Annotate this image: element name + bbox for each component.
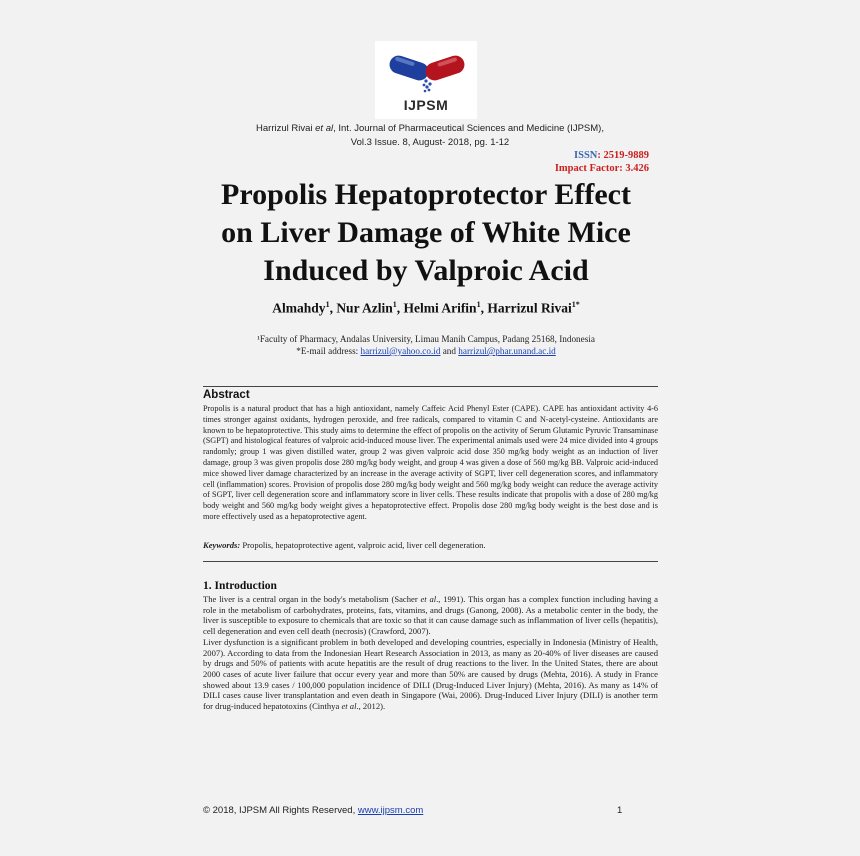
footer-copyright	[203, 805, 423, 816]
issn-value: : 2519-9889	[597, 150, 649, 161]
divider	[203, 561, 658, 562]
issn-label: ISSN	[574, 150, 598, 161]
author-sup: 1	[476, 300, 481, 309]
logo-text: IJPSM	[403, 97, 449, 113]
journal-logo	[375, 41, 477, 119]
author-name: Harrizul Rivai	[487, 300, 572, 316]
paragraph	[203, 637, 658, 712]
footer-url-link[interactable]: www.ijpsm.com	[357, 805, 424, 816]
email-link-1[interactable]: harrizul@yahoo.co.id	[360, 346, 441, 356]
paragraph-text: The liver is a central organ in the body's metabolism (Sacher	[203, 594, 421, 604]
journal-citation	[200, 123, 660, 134]
issn	[574, 150, 649, 161]
impact-factor: Impact Factor: 3.426	[554, 163, 649, 174]
keywords-label: Keywords:	[203, 540, 241, 550]
abstract-heading: Abstract	[203, 389, 250, 401]
abstract-body: Propolis is a natural product that has a high antioxidant, namely Caffeic Acid Phenyl Ester (CAPE). CAPE has antioxidant activity 4-6 times stronger against oxidants, hydrogen peroxide, and free radicals, compared to vitamin C and N-acetyl-cysteine. Antioxidants are known to be hepatoprotective. This study aims to determine the effect of propolis on the activity of Serum Glutamic Pyruvic Transaminase (SGPT) and histological features of valproic acid-induced mouse liver. The experimental animals used were 24 mice divided into 4 groups randomly; group 1 was given distilled water, group 2 was given valproic acid dose 350 mg/kg body weight as an induction of liver damage, group 3 was given propolis dose 280 mg/kg body weight, and group 4 was given a dose of 560 mg/kg BB. Valproic acid-induced mice showed liver damage characterized by an increase in the average activity of SGPT, liver cell degeneration scores, and inflammatory cell (inflammation) scores. Provision of propolis dose 280 mg/kg body weight and 560 mg/kg body weight can reduce the average activity of SGPT, liver cell degeneration score and inflammatory score in liver cells. These results indicate that propolis with a dose of 280 mg/kg body weight and 560 mg/kg body weight gives a hepatoprotective effect. Propolis dose 280 mg/kg body weight is the best dose and is more effectively used as a hepatoprotective agent.	[203, 404, 658, 521]
divider	[203, 386, 658, 387]
journal-author: Harrizul Rivai	[256, 123, 316, 134]
author-sup: 1	[392, 300, 397, 309]
copyright-text: © 2018, IJPSM All Rights Reserved,	[203, 805, 358, 816]
paragraph-etal: et al	[420, 594, 437, 604]
title-line: Induced by Valproic Acid	[263, 254, 589, 287]
journal-etal: et al	[315, 123, 334, 134]
email-line	[170, 346, 682, 356]
journal-name: , Int. Journal of Pharmaceutical Sciences and Medicine (IJPSM),	[333, 123, 604, 134]
author-sup: 1*	[571, 300, 580, 309]
paper-title	[170, 176, 682, 290]
title-line: Propolis Hepatoprotector Effect	[221, 178, 631, 211]
page-number: 1	[617, 805, 623, 816]
section-heading: 1. Introduction	[203, 580, 277, 592]
author-name: Nur Azlin	[336, 300, 393, 316]
paragraph-etal: et al	[341, 701, 357, 712]
email-link-2[interactable]: harrizul@phar.unand.ac.id	[458, 346, 556, 356]
title-line: on Liver Damage of White Mice	[221, 216, 631, 249]
author-list: Almahdy$^1$, Nur Azlin$^1$, Helmi Arifin$^1$, Harrizul Rivai$^{1*}$	[272, 300, 580, 316]
paragraph-text: Liver dysfunction is a significant problem in both developed and developing countries, especially in Indonesia (Ministry of Health, 2007). According to data from the Indonesian Heart Research Association in 2013, as many as 20-40% of liver diseases are caused by drugs and 50% of patients with acute hepatitis are the result of drug reactions to the liver. In the United States, there are about 2000 cases of acute liver failure that occur every year and more than 50% are caused by drugs (Mehta, 2016). A study in France showed about 13.9 cases / 100,000 population incidence of DILI (Drug-Induced Liver Injury) (Mehta, 2016). As many as 14% of DILI cases cause liver transplantation and even death in Singapore (Wai, 2006). Drug-Induced Liver Injury (DILI) is another term for drug-induced hepatotoxins (Cinthya	[203, 636, 658, 712]
keywords	[203, 540, 658, 550]
introduction-body	[203, 594, 658, 712]
email-and: and	[440, 346, 459, 356]
journal-issue: Vol.3 Issue. 8, August- 2018, pg. 1-12	[350, 137, 510, 148]
email-prefix: *E-mail address:	[296, 346, 361, 356]
author-name: Helmi Arifin	[403, 300, 477, 316]
keywords-text: Propolis, hepatoprotective agent, valproic acid, liver cell degeneration.	[240, 540, 486, 550]
paragraph	[203, 594, 658, 637]
paragraph-text: ., 1991). This organ has a complex function including having a role in the metabolism of carbohydrates, proteins, fats, vitamins, and drugs (Ganong, 2008). As a metabolic center in the body, the liver is susceptible to exposure to chemicals that are toxic so that it can cause damage such as inflammation of liver cells (hepatitis), cell degeneration and even cell death (necrosis) (Crawford, 2007).	[203, 594, 658, 637]
paragraph-text: ., 2012).	[356, 701, 386, 712]
affiliation: ¹Faculty of Pharmacy, Andalas University, Limau Manih Campus, Padang 25168, Indonesia	[257, 334, 595, 344]
author-sup: 1	[325, 300, 330, 309]
author-name: Almahdy	[272, 300, 326, 316]
